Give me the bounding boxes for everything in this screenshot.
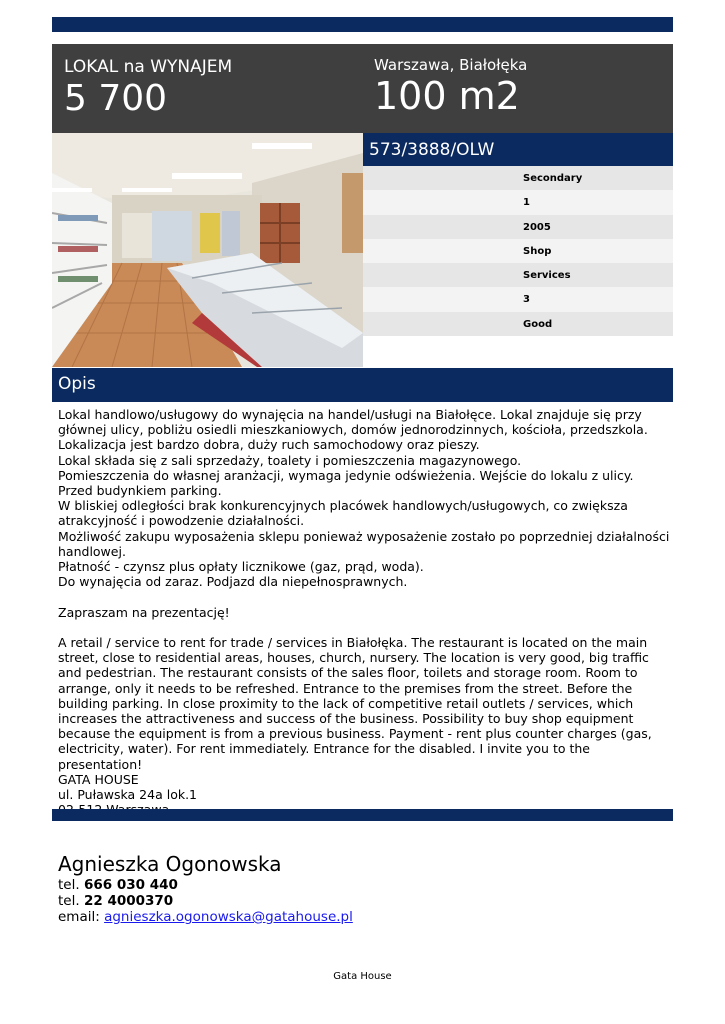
listing-location: Warszawa, Białołęka xyxy=(374,56,528,74)
reference-number: 573/3888/OLW xyxy=(369,140,495,160)
description-title: Opis xyxy=(58,374,96,394)
phone-number: 666 030 440 xyxy=(83,877,178,893)
property-value: Good xyxy=(523,318,553,330)
listing-header xyxy=(52,44,673,133)
property-row xyxy=(363,239,673,263)
tel-label: tel. xyxy=(58,893,80,909)
bottom-bar xyxy=(52,809,673,821)
description-header xyxy=(52,368,673,402)
agent-name: Agnieszka Ogonowska xyxy=(58,852,282,876)
agent-email xyxy=(58,909,353,925)
phone-number: 22 4000370 xyxy=(83,893,174,909)
listing-area: 100 m2 xyxy=(374,74,520,118)
tel-label: tel. xyxy=(58,877,80,893)
property-row xyxy=(363,166,673,190)
property-value: 3 xyxy=(523,294,530,306)
email-label: email: xyxy=(58,909,100,925)
property-row xyxy=(363,263,673,287)
listing-price: 5 700 xyxy=(64,78,168,119)
listing-type: LOKAL na WYNAJEM xyxy=(64,57,233,77)
email-link[interactable]: agnieszka.ogonowska@gatahouse.pl xyxy=(104,909,353,925)
property-photo xyxy=(52,133,363,367)
property-value: Secondary xyxy=(523,173,583,184)
property-value: 2005 xyxy=(523,221,551,233)
footer-text: Gata House xyxy=(333,971,392,982)
reference-bar xyxy=(363,133,673,166)
property-value: 1 xyxy=(523,197,530,209)
agent-phone-1 xyxy=(58,877,353,893)
property-row xyxy=(363,287,673,311)
agent-phone-2 xyxy=(58,893,353,909)
property-row xyxy=(363,312,673,336)
properties-table xyxy=(363,166,673,336)
property-value: Shop xyxy=(523,245,552,257)
property-value: Services xyxy=(523,270,571,282)
description-text: Lokal handlowo/usługowy do wynajęcia na handel/usługi na Białołęce. Lokal znajduje się przy głównej ulicy, pobliżu osiedli mieszkaniowych, domów jednorodzinnych, kościoła, przedszkola. Lokalizacja jest bardzo dobra, duży ruch samochodowy oraz pieszy. Lokal składa się z sali sprzedaży, toalety i pomieszczenia magazynowego. Pomieszczenia do własnej aranżacji, wymaga jedynie odświeżenia. Wejście do lokalu z ulicy. Przed budynkiem parking. W bliskiej odległości brak konkurencyjnych placówek handlowych/usługowych, co zwiększa atrakcyjność i powodzenie działalności. Możliwość zakupu wyposażenia sklepu ponieważ wyposażenie zostało po poprzedniej działalności handlowej. Płatność - czynsz plus opłaty licznikowe (gaz, prąd, woda). Do wynajęcia od zaraz. Podjazd dla niepełnosprawnych. Zapraszam na prezentację! A retail / service to rent for trade / services in Białołęka. The restaurant is located on the main street, close to residential areas, houses, church, nursery. The location is very good, big traffic and pedestrian. The restaurant consists of the sales floor, toilets and storage room. Room to arrange, only it needs to be refreshed. Entrance to the premises from the street. Before the building parking. In close proximity to the lack of competitive retail outlets / services, which increases the attractiveness and success of the business. Possibility to buy shop equipment because the equipment is from a previous business. Payment - rent plus counter charges (gas, electricity, water). For rent immediately. Entrance for the disabled. I invite you to the presentation! GATA HOUSE ul. Puławska 24a lok.1 xyxy=(58,407,670,803)
agent-contact xyxy=(58,851,353,925)
property-row xyxy=(363,190,673,214)
top-bar xyxy=(52,17,673,32)
property-row xyxy=(363,215,673,239)
